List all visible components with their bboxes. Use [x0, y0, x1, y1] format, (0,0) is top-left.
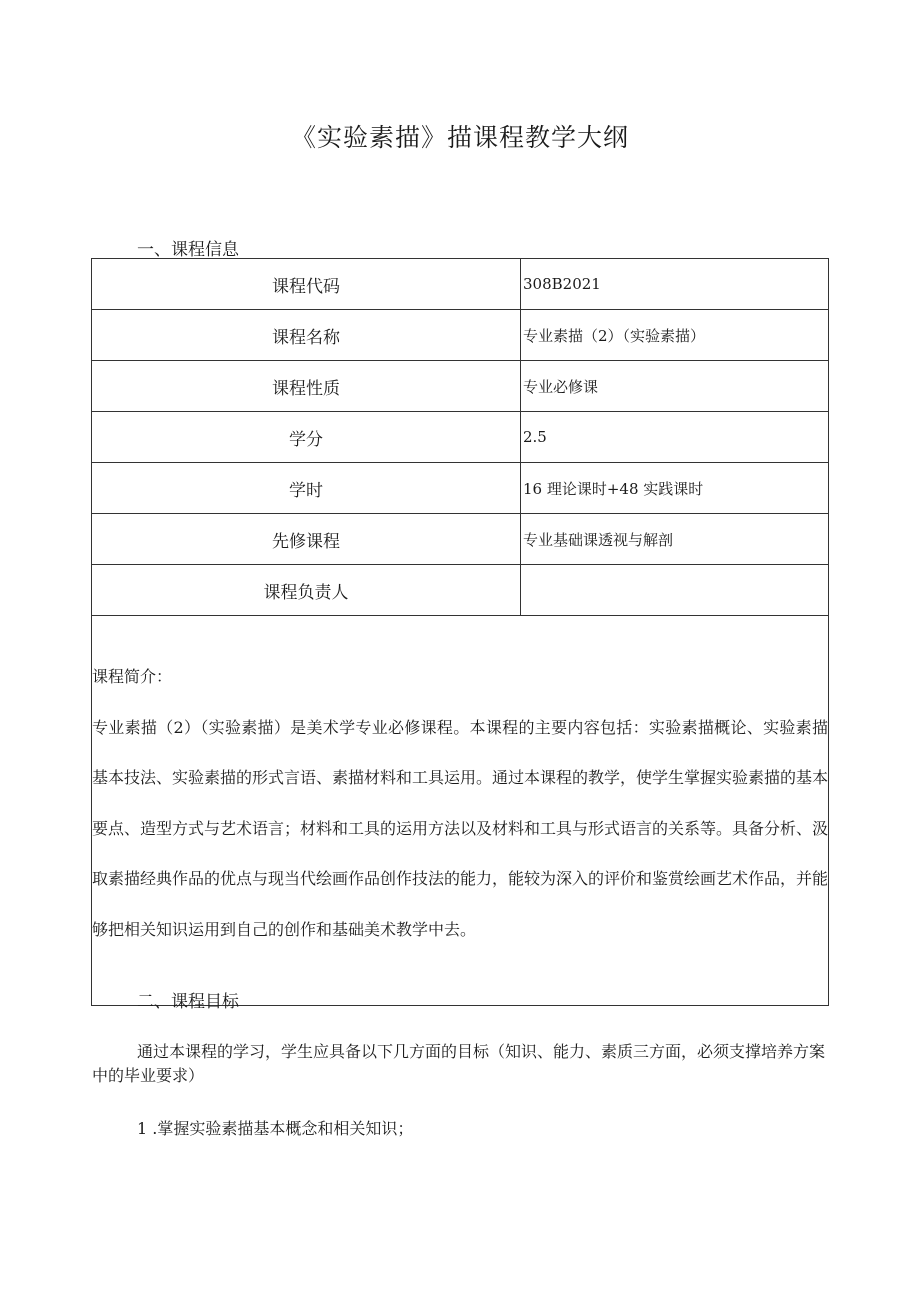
goal-item: 1 .掌握实验素描基本概念和相关知识； — [137, 1119, 414, 1138]
course-info-table — [91, 258, 829, 1006]
table-row — [92, 259, 829, 310]
table-row — [92, 361, 829, 412]
credits-label: 学分 — [92, 412, 521, 463]
prerequisite-value: 专业基础课透视与解剖 — [521, 514, 829, 565]
course-leader-label: 课程负责人 — [92, 565, 521, 616]
course-name-value: 专业素描（2）（实验素描） — [521, 310, 829, 361]
table-row — [92, 310, 829, 361]
table-row — [92, 514, 829, 565]
course-intro-body: 专业素描（2）（实验素描）是美术学专业必修课程。本课程的主要内容包括：实验素描概论、实验素描基本技法、实验素描的形式言语、素描材料和工具运用。通过本课程的教学，使学生掌握实验素描的基本要点、造型方式与艺术语言；材料和工具的运用方法以及材料和工具与形式语言的关系等。具备分析、汲取素描经典作品的优点与现当代绘画作品创作技法的能力，能较为深入的评价和鉴赏绘画艺术作品，并能够把相关知识运用到自己的创作和基础美术教学中去。 — [92, 717, 829, 939]
table-row — [92, 565, 829, 616]
course-code-label: 课程代码 — [92, 259, 521, 310]
course-intro-cell — [92, 616, 829, 1006]
course-nature-value: 专业必修课 — [521, 361, 829, 412]
course-intro-heading: 课程简介： — [92, 667, 173, 686]
course-leader-value — [521, 565, 829, 616]
hours-value: 16 理论课时+48 实践课时 — [521, 463, 829, 514]
course-name-label: 课程名称 — [92, 310, 521, 361]
section-heading-course-goals: 二、课程目标 — [137, 992, 239, 1012]
course-goals-paragraph: 通过本课程的学习，学生应具备以下几方面的目标（知识、能力、素质三方面，必须支撑培养方案中的毕业要求） — [92, 1042, 826, 1085]
course-code-value: 308B2021 — [521, 259, 829, 310]
table-row — [92, 463, 829, 514]
page-title: 《实验素描》描课程教学大纲 — [290, 123, 629, 152]
credits-value: 2.5 — [521, 412, 829, 463]
table-row — [92, 616, 829, 1006]
hours-label: 学时 — [92, 463, 521, 514]
course-nature-label: 课程性质 — [92, 361, 521, 412]
prerequisite-label: 先修课程 — [92, 514, 521, 565]
table-row — [92, 412, 829, 463]
section-heading-course-info: 一、课程信息 — [137, 240, 239, 260]
